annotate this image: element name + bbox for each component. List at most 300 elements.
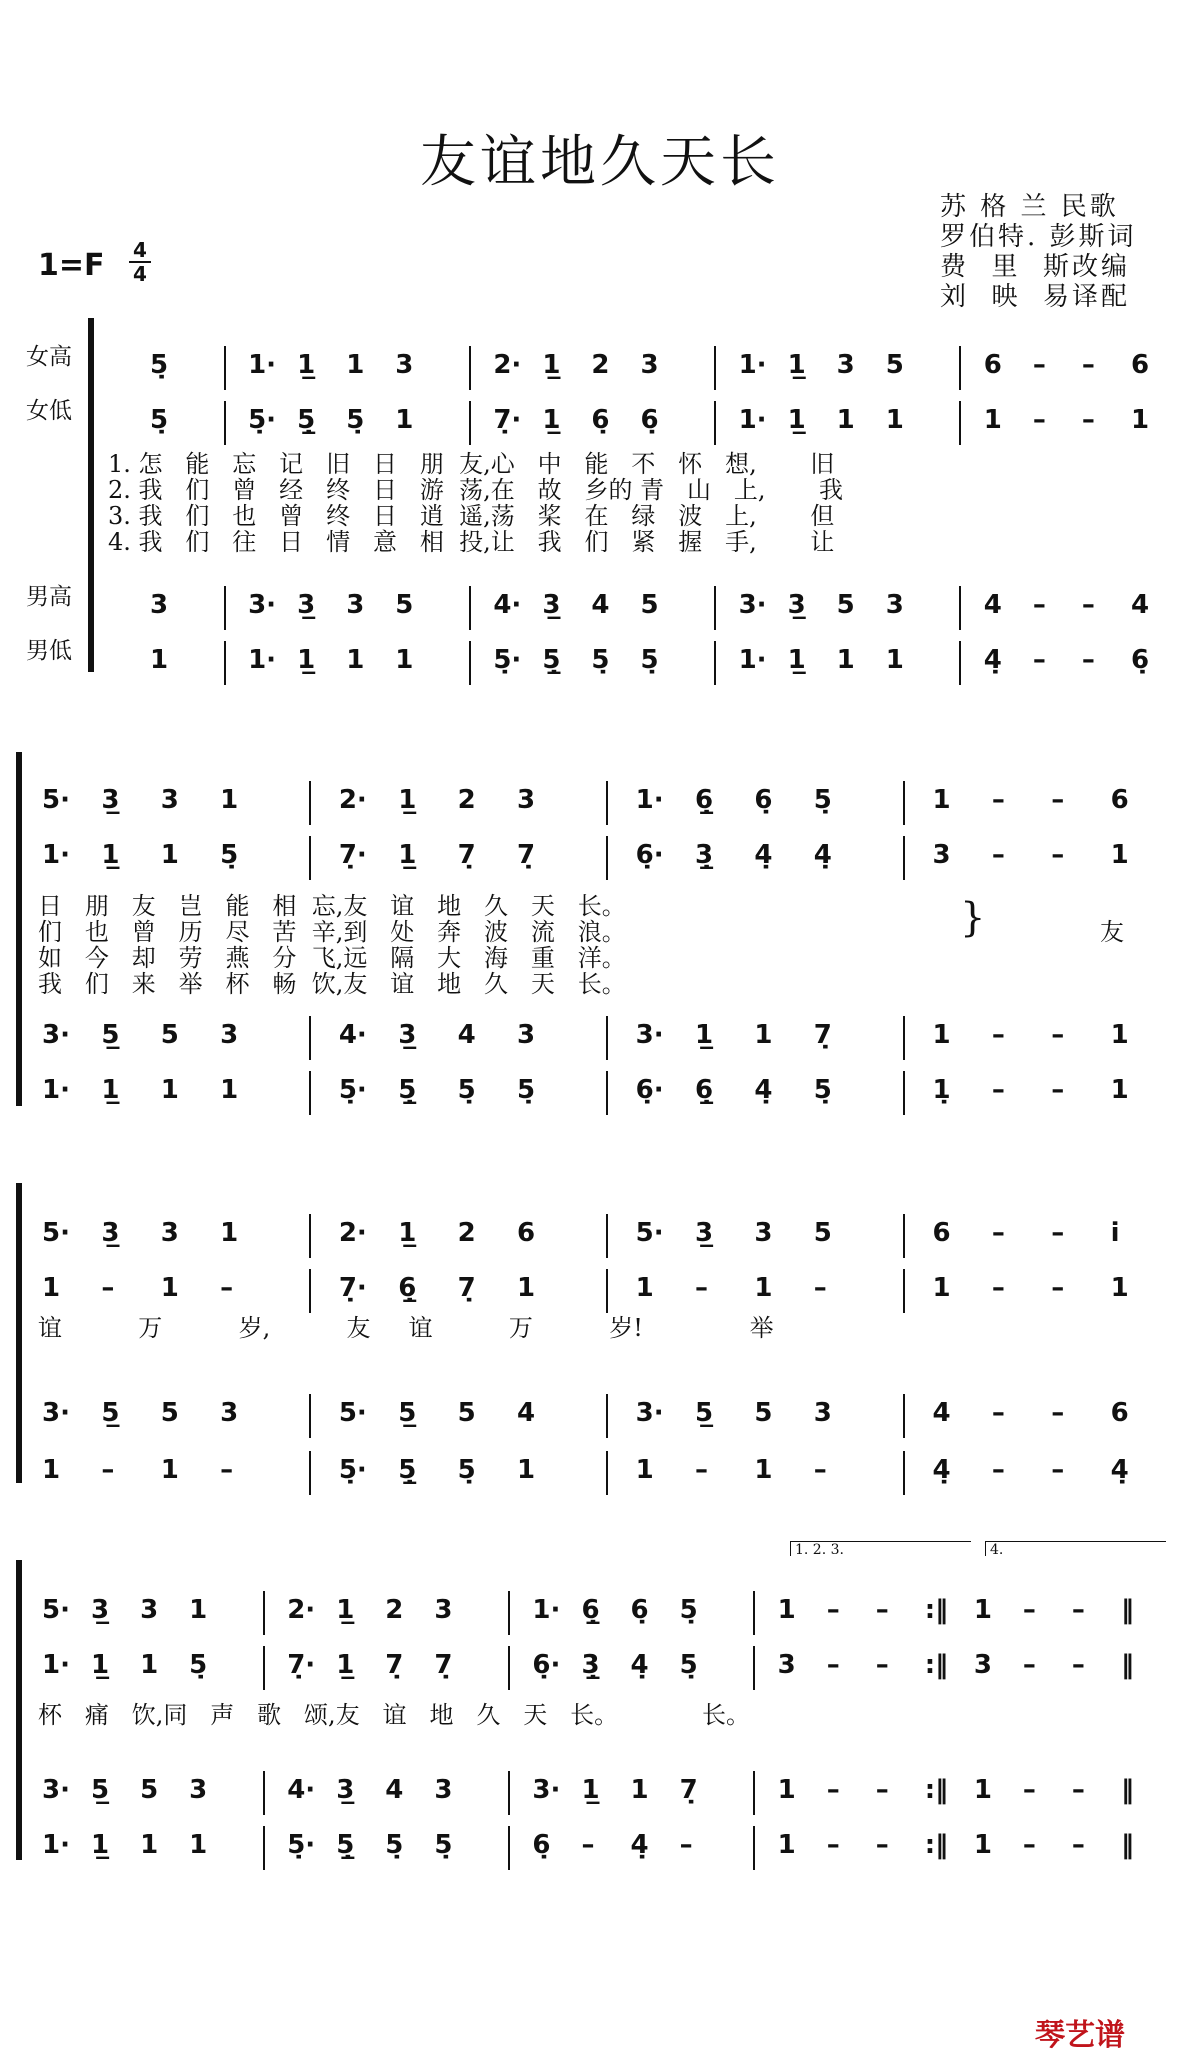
score-token: 2·: [493, 350, 522, 380]
system-4-bracket: [16, 1560, 22, 1860]
score-token: 4̣: [630, 1650, 649, 1680]
score-token: 1̲: [297, 350, 316, 380]
score-token: 3: [434, 1775, 453, 1805]
score-token: –: [826, 1650, 840, 1680]
bar-line: [903, 1071, 905, 1115]
score-token: 1: [973, 1595, 992, 1625]
score-token: –: [1081, 405, 1095, 435]
score-token: 3: [885, 590, 904, 620]
score-token: 5·: [42, 1218, 70, 1248]
score-token: 7̣: [457, 1273, 476, 1303]
score-token: –: [1081, 645, 1095, 675]
volta-1-label: 1. 2. 3.: [795, 1542, 844, 1558]
score-token: 3: [813, 1398, 832, 1428]
bar-line: [469, 586, 471, 630]
score-token: 1̲: [297, 645, 316, 675]
score-token: :‖: [924, 1595, 949, 1625]
score-token: 4: [983, 590, 1002, 620]
score-token: 1̲: [398, 785, 417, 815]
score-token: –: [991, 1020, 1005, 1050]
score-token: 4̣: [754, 840, 773, 870]
score-token: 3: [220, 1020, 239, 1050]
score-token: 1̲: [581, 1775, 600, 1805]
score-token: –: [1022, 1775, 1036, 1805]
credits: [940, 192, 1137, 312]
score-token: 5̣·: [287, 1830, 316, 1860]
lyric-verse-1a: 1. 怎 能 忘 记 旧 日 朋 友,心 中 能 不 怀 想, 旧: [108, 450, 835, 478]
score-token: 6: [516, 1218, 536, 1248]
bar-line: [309, 1394, 311, 1438]
score-token: 6: [1130, 350, 1150, 380]
score-token: 6: [983, 350, 1002, 380]
score-token: 5̣·: [338, 1455, 367, 1485]
score-token: 5̣: [150, 405, 169, 435]
score-token: 2·: [338, 785, 367, 815]
score-token: 6̣: [630, 1595, 649, 1625]
score-token: 1·: [42, 1650, 70, 1680]
bar-line: [753, 1591, 755, 1635]
score-token: 3: [640, 350, 659, 380]
score-token: –: [875, 1595, 889, 1625]
bar-line: [508, 1591, 510, 1635]
score-token: 4̣: [630, 1830, 649, 1860]
score-token: 1: [1110, 840, 1129, 870]
score-token: 5·: [635, 1218, 664, 1248]
score-token: 3·: [42, 1020, 70, 1050]
score-token: 1: [1110, 1273, 1129, 1303]
score-token: 1: [932, 1020, 951, 1050]
score-token: 3: [160, 1218, 179, 1248]
score-token: 3̲: [91, 1595, 110, 1625]
score-token: 5: [457, 1398, 476, 1428]
score-token: 1̲: [336, 1650, 355, 1680]
score-token: 3: [140, 1595, 159, 1625]
score-token: –: [220, 1273, 234, 1303]
score-token: 4: [932, 1398, 951, 1428]
bar-line: [469, 346, 471, 390]
bar-line: [469, 401, 471, 445]
bar-line: [309, 836, 311, 880]
score-token: 1̲: [398, 1218, 417, 1248]
score-token: 1: [160, 1455, 179, 1485]
score-token: 5: [160, 1398, 179, 1428]
score-token: ‖: [1120, 1650, 1134, 1680]
score-token: 1·: [738, 350, 767, 380]
score-token: 4·: [493, 590, 522, 620]
score-token: 7̣: [813, 1020, 832, 1050]
score-token: 4·: [287, 1775, 316, 1805]
score-token: –: [1071, 1775, 1085, 1805]
score-token: 5·: [338, 1398, 367, 1428]
score-token: –: [1022, 1650, 1036, 1680]
lyric-verse-tail: 友: [1100, 918, 1124, 946]
score-token: 1: [160, 1075, 179, 1105]
score-token: 5̲: [101, 1398, 120, 1428]
bar-line: [903, 1394, 905, 1438]
score-token: 6̣: [591, 405, 610, 435]
bar-line: [714, 586, 716, 630]
score-token: 2: [457, 785, 476, 815]
score-token: :‖: [924, 1650, 949, 1680]
score-token: 1: [754, 1273, 773, 1303]
score-token: :‖: [924, 1775, 949, 1805]
bar-line: [224, 586, 226, 630]
score-token: 4: [591, 590, 610, 620]
score-token: 5̲: [91, 1775, 110, 1805]
score-token: 5̣: [591, 645, 610, 675]
voice-label-soprano: 女高: [26, 344, 72, 370]
score-token: 1̲: [336, 1595, 355, 1625]
score-token: 2: [457, 1218, 476, 1248]
score-token: 7̣·: [493, 405, 522, 435]
score-token: 1: [973, 1775, 992, 1805]
score-token: 5̣: [679, 1595, 698, 1625]
score-token: 1̲: [101, 840, 120, 870]
score-token: 5̣: [150, 350, 169, 380]
score-token: 1: [140, 1650, 159, 1680]
score-token: 1: [516, 1455, 536, 1485]
bar-line: [753, 1771, 755, 1815]
bar-line: [309, 1071, 311, 1115]
score-token: 5̣: [457, 1455, 476, 1485]
bar-line: [263, 1646, 265, 1690]
bar-line: [959, 401, 961, 445]
score-token: 5̲̣: [336, 1830, 355, 1860]
score-token: 1: [885, 405, 904, 435]
score-token: 3̲̣: [581, 1650, 600, 1680]
bar-line: [309, 1214, 311, 1258]
bar-line: [903, 1269, 905, 1313]
score-token: i̇: [1110, 1218, 1120, 1248]
score-token: 1̲: [91, 1830, 110, 1860]
page-title: 友谊地久天长: [420, 130, 780, 195]
bar-line: [903, 1016, 905, 1060]
score-token: 1̲: [542, 350, 561, 380]
bar-line: [224, 641, 226, 685]
score-token: –: [1032, 350, 1046, 380]
score-token: –: [813, 1455, 827, 1485]
score-token: 1: [836, 405, 855, 435]
voice-label-tenor: 男高: [26, 584, 72, 610]
score-token: 3̲: [101, 785, 120, 815]
score-token: 4: [1130, 590, 1150, 620]
score-token: –: [991, 840, 1005, 870]
score-token: 4: [385, 1775, 404, 1805]
voice-label-alto: 女低: [26, 398, 72, 424]
score-token: 1̲: [101, 1075, 120, 1105]
score-token: 6̣·: [635, 1075, 664, 1105]
key-signature: 1=F: [38, 248, 105, 283]
score-token: 1: [160, 1273, 179, 1303]
score-token: 2: [385, 1595, 404, 1625]
score-token: 2·: [287, 1595, 316, 1625]
score-token: 3̲: [787, 590, 806, 620]
lyric-verse-4b: 我 们 来 举 杯 畅 饮,友 谊 地 久 天 长。: [38, 970, 626, 998]
score-token: 6: [1110, 785, 1129, 815]
score-token: 3·: [532, 1775, 561, 1805]
score-token: 1̲: [91, 1650, 110, 1680]
score-token: 1: [754, 1455, 773, 1485]
score-token: 1·: [738, 645, 767, 675]
score-token: 5̣: [385, 1830, 404, 1860]
score-token: –: [1051, 1218, 1065, 1248]
score-token: 1: [42, 1455, 61, 1485]
score-token: 1: [516, 1273, 536, 1303]
score-token: –: [1032, 645, 1046, 675]
score-token: 1̲: [695, 1020, 714, 1050]
bar-line: [508, 1771, 510, 1815]
score-token: –: [826, 1830, 840, 1860]
score-token: 1: [140, 1830, 159, 1860]
bar-line: [508, 1826, 510, 1870]
score-token: 1: [1110, 1020, 1129, 1050]
score-token: 5: [640, 590, 659, 620]
score-token: 5̣: [640, 645, 659, 675]
score-token: 5̣·: [338, 1075, 367, 1105]
score-token: 2·: [338, 1218, 367, 1248]
score-token: –: [1022, 1830, 1036, 1860]
score-token: 6̣: [532, 1830, 551, 1860]
score-token: –: [1051, 1273, 1065, 1303]
bar-line: [714, 641, 716, 685]
score-token: 1·: [248, 645, 277, 675]
meter-top: 4: [133, 238, 147, 262]
score-token: 1: [777, 1775, 796, 1805]
score-token: 5·: [42, 1595, 70, 1625]
score-token: 1: [346, 350, 365, 380]
score-token: –: [679, 1830, 693, 1860]
score-token: 1: [885, 645, 904, 675]
bar-line: [606, 1394, 608, 1438]
score-token: –: [1051, 1075, 1065, 1105]
score-token: –: [1051, 1398, 1065, 1428]
score-token: 1·: [42, 1830, 70, 1860]
score-token: 5̣: [189, 1650, 208, 1680]
lyric-verse-1b: 日 朋 友 岂 能 相 忘,友 谊 地 久 天 长。: [38, 892, 626, 920]
bar-line: [606, 1269, 608, 1313]
bar-line: [469, 641, 471, 685]
bar-line: [606, 781, 608, 825]
bar-line: [263, 1591, 265, 1635]
score-token: 1: [630, 1775, 649, 1805]
score-token: 7̣: [679, 1775, 698, 1805]
score-token: 1: [983, 405, 1002, 435]
bar-line: [959, 586, 961, 630]
score-token: 5̣: [516, 1075, 536, 1105]
score-token: 4: [457, 1020, 476, 1050]
score-token: 4: [516, 1398, 536, 1428]
score-token: 5̣: [434, 1830, 453, 1860]
score-token: 5: [836, 590, 855, 620]
bar-line: [606, 1016, 608, 1060]
score-token: 3̲: [297, 590, 316, 620]
score-token: 3·: [635, 1398, 664, 1428]
score-token: 5̲̣: [398, 1075, 417, 1105]
score-token: –: [991, 1218, 1005, 1248]
lyric-verse-2a: 2. 我 们 曾 经 终 日 游 荡,在 故 乡的 青 山 上, 我: [108, 476, 843, 504]
score-token: –: [1032, 405, 1046, 435]
score-token: –: [875, 1775, 889, 1805]
score-token: 1: [189, 1830, 208, 1860]
score-token: 5: [813, 1218, 832, 1248]
score-token: 3: [754, 1218, 773, 1248]
score-token: –: [991, 1075, 1005, 1105]
lyric-verse-3a: 3. 我 们 也 曾 终 日 逍 遥,荡 桨 在 绿 波 上, 但: [108, 502, 835, 530]
score-token: ‖: [1120, 1595, 1134, 1625]
score-token: ‖: [1120, 1830, 1134, 1860]
credit-line: 刘 映 易译配: [940, 282, 1131, 312]
lyric-verse-4a: 4. 我 们 往 日 情 意 相 投,让 我 们 紧 握 手, 让: [108, 528, 835, 556]
score-token: 5̲̣: [542, 645, 561, 675]
score-token: 1: [635, 1455, 654, 1485]
score-token: 1·: [42, 840, 70, 870]
score-token: 1: [836, 645, 855, 675]
lyric-verse-3b: 如 今 却 劳 燕 分 飞,远 隔 大 海 重 洋。: [38, 944, 626, 972]
score-token: 6̲̣: [695, 1075, 714, 1105]
score-token: 5: [140, 1775, 159, 1805]
score-token: 5̣: [679, 1650, 698, 1680]
score-token: 3̲: [336, 1775, 355, 1805]
score-token: 3·: [248, 590, 277, 620]
score-token: 6̣: [754, 785, 773, 815]
score-token: 5̣: [813, 1075, 832, 1105]
score-token: :‖: [924, 1830, 949, 1860]
score-token: ‖: [1120, 1775, 1134, 1805]
score-token: 3: [973, 1650, 992, 1680]
score-token: 1·: [248, 350, 277, 380]
bar-line: [606, 1214, 608, 1258]
score-token: 5: [885, 350, 904, 380]
score-token: 6̲̣: [581, 1595, 600, 1625]
bar-line: [309, 1451, 311, 1495]
score-token: 1·: [42, 1075, 70, 1105]
score-token: 1: [932, 1273, 951, 1303]
score-token: 4̣: [983, 645, 1002, 675]
verse-brace: }: [960, 895, 986, 941]
bar-line: [508, 1646, 510, 1690]
score-token: 4̣: [932, 1455, 951, 1485]
score-token: –: [1022, 1595, 1036, 1625]
score-token: 5·: [42, 785, 70, 815]
score-token: –: [695, 1273, 709, 1303]
system-3-bracket: [16, 1183, 22, 1483]
bar-line: [606, 1451, 608, 1495]
score-token: 3: [836, 350, 855, 380]
score-token: –: [813, 1273, 827, 1303]
score-token: 1: [1110, 1075, 1129, 1105]
score-token: 5̣: [346, 405, 365, 435]
score-token: 1: [1130, 405, 1150, 435]
bar-line: [903, 1451, 905, 1495]
score-token: 1: [777, 1830, 796, 1860]
score-token: –: [991, 1455, 1005, 1485]
score-token: –: [695, 1455, 709, 1485]
score-token: 5̲̣: [297, 405, 316, 435]
score-token: 3: [932, 840, 951, 870]
score-token: 6: [1110, 1398, 1129, 1428]
bar-line: [753, 1646, 755, 1690]
score-token: 1: [395, 645, 414, 675]
voice-label-bass: 男低: [26, 638, 72, 664]
score-token: 1: [189, 1595, 208, 1625]
score-token: –: [1071, 1595, 1085, 1625]
score-token: 3·: [42, 1398, 70, 1428]
score-token: 3̲: [542, 590, 561, 620]
score-token: –: [581, 1830, 595, 1860]
score-token: –: [1051, 1020, 1065, 1050]
score-token: 6̲̣: [695, 785, 714, 815]
score-token: –: [1071, 1830, 1085, 1860]
score-token: 1: [220, 1218, 239, 1248]
score-token: 1·: [635, 785, 664, 815]
score-token: 1̲: [398, 840, 417, 870]
score-token: 3: [346, 590, 365, 620]
score-token: 5̲: [695, 1398, 714, 1428]
score-token: 1: [42, 1273, 61, 1303]
score-token: 5̲̣: [398, 1455, 417, 1485]
score-token: 1: [150, 645, 169, 675]
bar-line: [309, 1269, 311, 1313]
score-token: –: [991, 1273, 1005, 1303]
score-token: 3: [150, 590, 169, 620]
meter-bottom: 4: [133, 262, 147, 286]
score-token: 7̣·: [338, 1273, 367, 1303]
score-token: –: [991, 1398, 1005, 1428]
score-token: 1̲: [787, 405, 806, 435]
score-token: 3: [516, 1020, 536, 1050]
score-token: 1: [346, 645, 365, 675]
lyric-chorus-a: 谊 万 岁, 友 谊 万 岁! 举: [38, 1314, 774, 1342]
score-token: 3̲: [101, 1218, 120, 1248]
bar-line: [224, 346, 226, 390]
score-token: 7̣: [434, 1650, 453, 1680]
score-token: 1̲: [787, 645, 806, 675]
score-token: 7̣·: [338, 840, 367, 870]
credit-line: 费 里 斯改编: [940, 252, 1131, 282]
score-token: 3̲: [695, 1218, 714, 1248]
score-token: 5̣·: [248, 405, 277, 435]
score-token: 6̣: [1130, 645, 1150, 675]
score-token: –: [826, 1775, 840, 1805]
score-token: 5̣: [457, 1075, 476, 1105]
score-token: 3: [189, 1775, 208, 1805]
score-token: 1̲: [542, 405, 561, 435]
score-token: –: [1071, 1650, 1085, 1680]
score-token: –: [220, 1455, 234, 1485]
score-token: –: [101, 1273, 115, 1303]
score-token: 3·: [635, 1020, 664, 1050]
score-token: 7̣·: [287, 1650, 316, 1680]
score-token: 4̣: [754, 1075, 773, 1105]
score-token: 1: [395, 405, 414, 435]
score-token: 1: [754, 1020, 773, 1050]
bar-line: [714, 346, 716, 390]
score-token: 6: [932, 1218, 951, 1248]
score-token: 1: [973, 1830, 992, 1860]
bar-line: [753, 1826, 755, 1870]
brand-logo: 琴艺谱: [1035, 2018, 1125, 2053]
volta-2-label: 4.: [990, 1542, 1004, 1558]
bar-line: [903, 836, 905, 880]
score-token: –: [1081, 590, 1095, 620]
score-token: 1·: [738, 405, 767, 435]
score-token: 5: [395, 590, 414, 620]
score-token: 1: [220, 785, 239, 815]
score-token: 1: [220, 1075, 239, 1105]
score-token: 6̣: [640, 405, 659, 435]
score-token: 3: [434, 1595, 453, 1625]
score-token: 1: [160, 840, 179, 870]
